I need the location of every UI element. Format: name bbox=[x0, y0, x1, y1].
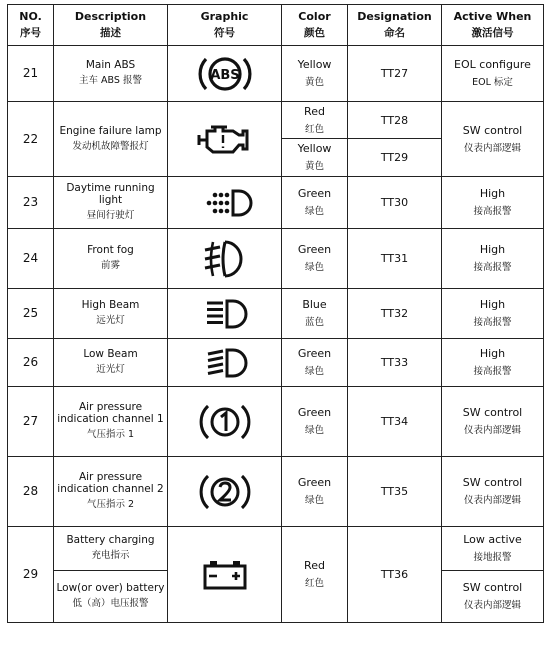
graphic-cell bbox=[168, 177, 282, 229]
color-cell: Yellow 黄色 bbox=[282, 139, 348, 177]
row-number: 28 bbox=[8, 457, 54, 527]
color-cell: Green 绿色 bbox=[282, 339, 348, 387]
table-row bbox=[8, 339, 544, 387]
daytime-running-light-icon bbox=[193, 186, 257, 220]
active-when-cell: Low active 接地报警 bbox=[442, 527, 544, 571]
header-graphic: Graphic 符号 bbox=[168, 5, 282, 46]
header-active-when: Active When 激活信号 bbox=[442, 5, 544, 46]
row-number: 27 bbox=[8, 387, 54, 457]
description-cell: Battery charging 充电指示 bbox=[54, 527, 168, 571]
air-pressure-1-icon bbox=[195, 399, 255, 445]
indicator-table-page bbox=[7, 4, 543, 623]
row-number: 25 bbox=[8, 289, 54, 339]
front-fog-icon bbox=[195, 236, 255, 282]
header-row bbox=[8, 5, 544, 46]
active-when-cell: SW control 仪表内部逻辑 bbox=[442, 457, 544, 527]
designation-cell: TT31 bbox=[348, 229, 442, 289]
table-row bbox=[8, 102, 544, 139]
designation-cell: TT29 bbox=[348, 139, 442, 177]
engine-icon bbox=[193, 119, 257, 159]
description-cell: Low Beam 近光灯 bbox=[54, 339, 168, 387]
color-cell: Green 绿色 bbox=[282, 457, 348, 527]
active-when-cell: High 接高报警 bbox=[442, 339, 544, 387]
header-no: NO. 序号 bbox=[8, 5, 54, 46]
description-cell: Air pressure indication channel 2 气压指示 2 bbox=[54, 457, 168, 527]
graphic-cell bbox=[168, 289, 282, 339]
graphic-cell bbox=[168, 457, 282, 527]
header-description: Description 描述 bbox=[54, 5, 168, 46]
graphic-cell bbox=[168, 46, 282, 102]
table-row bbox=[8, 289, 544, 339]
row-number: 26 bbox=[8, 339, 54, 387]
designation-cell: TT33 bbox=[348, 339, 442, 387]
color-cell: Red 红色 bbox=[282, 102, 348, 139]
color-cell: Green 绿色 bbox=[282, 229, 348, 289]
designation-cell: TT28 bbox=[348, 102, 442, 139]
row-number: 29 bbox=[8, 527, 54, 623]
battery-icon bbox=[195, 557, 255, 593]
active-when-cell: EOL configure EOL 标定 bbox=[442, 46, 544, 102]
description-cell: Low(or over) battery 低（高）电压报警 bbox=[54, 571, 168, 623]
color-cell: Green 绿色 bbox=[282, 387, 348, 457]
active-when-cell: High 接高报警 bbox=[442, 289, 544, 339]
designation-cell: TT34 bbox=[348, 387, 442, 457]
active-when-cell: SW control 仪表内部逻辑 bbox=[442, 571, 544, 623]
description-cell: Daytime running light 昼间行驶灯 bbox=[54, 177, 168, 229]
header-designation: Designation 命名 bbox=[348, 5, 442, 46]
svg-text:ABS: ABS bbox=[209, 67, 240, 83]
description-cell: Air pressure indication channel 1 气压指示 1 bbox=[54, 387, 168, 457]
table-row bbox=[8, 46, 544, 102]
designation-cell: TT36 bbox=[348, 527, 442, 623]
graphic-cell bbox=[168, 229, 282, 289]
designation-cell: TT32 bbox=[348, 289, 442, 339]
description-cell: Front fog 前雾 bbox=[54, 229, 168, 289]
indicator-table bbox=[7, 4, 544, 623]
row-number: 21 bbox=[8, 46, 54, 102]
abs-icon bbox=[196, 52, 254, 96]
color-cell: Green 绿色 bbox=[282, 177, 348, 229]
description-cell: Main ABS 主车 ABS 报警 bbox=[54, 46, 168, 102]
color-cell: Blue 蓝色 bbox=[282, 289, 348, 339]
table-row bbox=[8, 177, 544, 229]
designation-cell: TT30 bbox=[348, 177, 442, 229]
active-when-cell: SW control 仪表内部逻辑 bbox=[442, 387, 544, 457]
graphic-cell bbox=[168, 387, 282, 457]
graphic-cell bbox=[168, 527, 282, 623]
row-number: 22 bbox=[8, 102, 54, 177]
active-when-cell: SW control 仪表内部逻辑 bbox=[442, 102, 544, 177]
graphic-cell bbox=[168, 102, 282, 177]
air-pressure-2-icon bbox=[195, 469, 255, 515]
designation-cell: TT35 bbox=[348, 457, 442, 527]
active-when-cell: High 接高报警 bbox=[442, 229, 544, 289]
header-color: Color 颜色 bbox=[282, 5, 348, 46]
description-cell: Engine failure lamp 发动机故障警报灯 bbox=[54, 102, 168, 177]
color-cell: Red 红色 bbox=[282, 527, 348, 623]
description-cell: High Beam 远光灯 bbox=[54, 289, 168, 339]
table-row bbox=[8, 527, 544, 571]
color-cell: Yellow 黄色 bbox=[282, 46, 348, 102]
table-row bbox=[8, 457, 544, 527]
low-beam-icon bbox=[195, 346, 255, 380]
table-row bbox=[8, 387, 544, 457]
designation-cell: TT27 bbox=[348, 46, 442, 102]
row-number: 23 bbox=[8, 177, 54, 229]
table-row bbox=[8, 229, 544, 289]
high-beam-icon bbox=[195, 297, 255, 331]
row-number: 24 bbox=[8, 229, 54, 289]
active-when-cell: High 接高报警 bbox=[442, 177, 544, 229]
graphic-cell bbox=[168, 339, 282, 387]
